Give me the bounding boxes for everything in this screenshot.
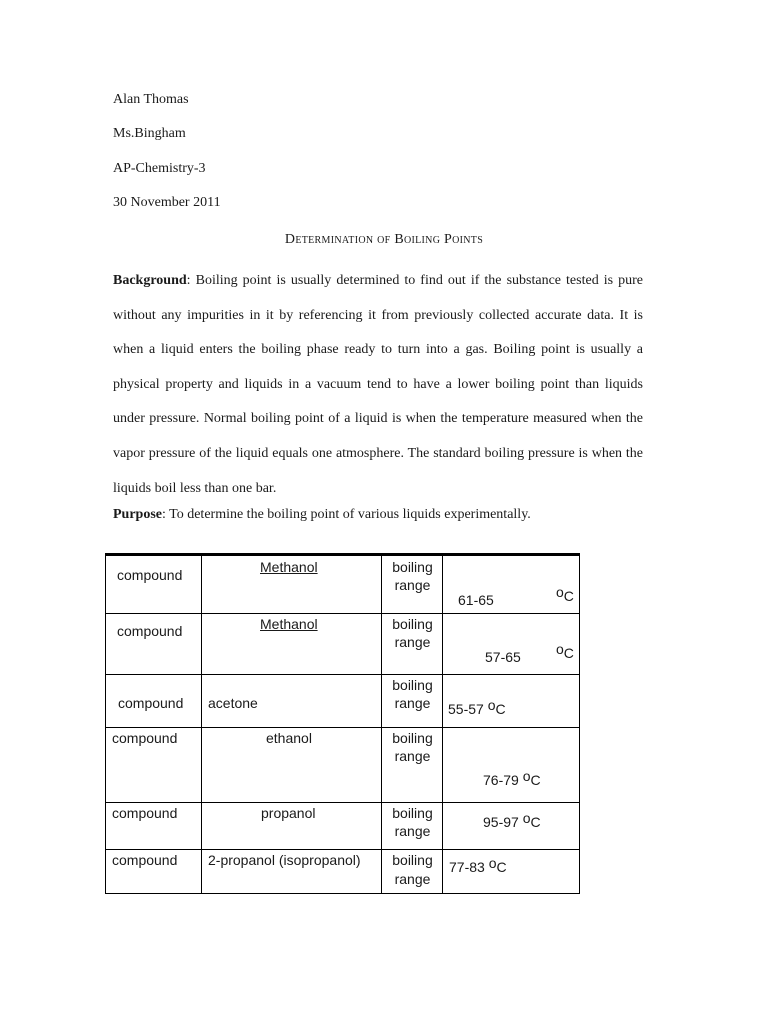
compound-label-cell: compound <box>106 728 202 803</box>
boiling-range-cell: 61-65 oC <box>443 555 580 614</box>
range-label-cell: boiling range <box>382 614 443 675</box>
range-label-cell: boiling range <box>382 803 443 850</box>
compound-label-cell: compound <box>106 675 202 728</box>
compound-name-cell: propanol <box>202 803 382 850</box>
range-label-cell: boiling range <box>382 675 443 728</box>
compound-name-cell: 2-propanol (isopropanol) <box>202 850 382 894</box>
table-row <box>106 728 580 803</box>
report-title: Determination of Boiling Points <box>284 232 484 247</box>
boiling-point-table <box>105 553 580 894</box>
boiling-range-cell: 55-57 oC <box>443 675 580 728</box>
purpose-text: : To determine the boiling point of various liquids experimentally. <box>162 507 531 522</box>
boiling-range-cell: 95-97 oC <box>443 803 580 850</box>
boiling-range-cell: 57-65 oC <box>443 614 580 675</box>
compound-label-cell: compound <box>106 555 202 614</box>
range-label-cell: boiling range <box>382 850 443 894</box>
background-label: Background <box>113 273 187 288</box>
compound-name-cell: acetone <box>202 675 382 728</box>
compound-label-cell: compound <box>106 614 202 675</box>
report-date: 30 November 2011 <box>113 195 221 210</box>
compound-name-cell: Methanol <box>202 555 382 614</box>
compound-label-cell: compound <box>106 803 202 850</box>
compound-name-cell: Methanol <box>202 614 382 675</box>
teacher-name: Ms.Bingham <box>113 126 186 141</box>
compound-name-cell: ethanol <box>202 728 382 803</box>
table-row <box>106 803 580 850</box>
table-row <box>106 850 580 894</box>
background-paragraph <box>113 264 643 506</box>
boiling-range-cell: 77-83 oC <box>443 850 580 894</box>
purpose-label: Purpose <box>113 507 162 522</box>
background-text: : Boiling point is usually determined to find out if the substance tested is pure without any impurities in it by referencing it from previously collected accurate data. It is when a liquid enters the boiling phase ready to turn into a gas. Boiling point is usually a physical property and liquids in a vacuum tend to have a lower boiling point than liquids under pressure. Normal boiling point of a liquid is when the temperature measured when the vapor pressure of the liquid equals one atmosphere. The standard boiling pressure is when the liquids boil less than one bar. <box>113 273 643 496</box>
table-row <box>106 675 580 728</box>
range-label-cell: boiling range <box>382 555 443 614</box>
range-label-cell: boiling range <box>382 728 443 803</box>
boiling-range-cell: 76-79 oC <box>443 728 580 803</box>
author-name: Alan Thomas <box>113 92 189 107</box>
table-row <box>106 614 580 675</box>
compound-label-cell: compound <box>106 850 202 894</box>
table-row <box>106 555 580 614</box>
course-name: AP-Chemistry-3 <box>113 161 206 176</box>
purpose-paragraph <box>113 507 531 523</box>
